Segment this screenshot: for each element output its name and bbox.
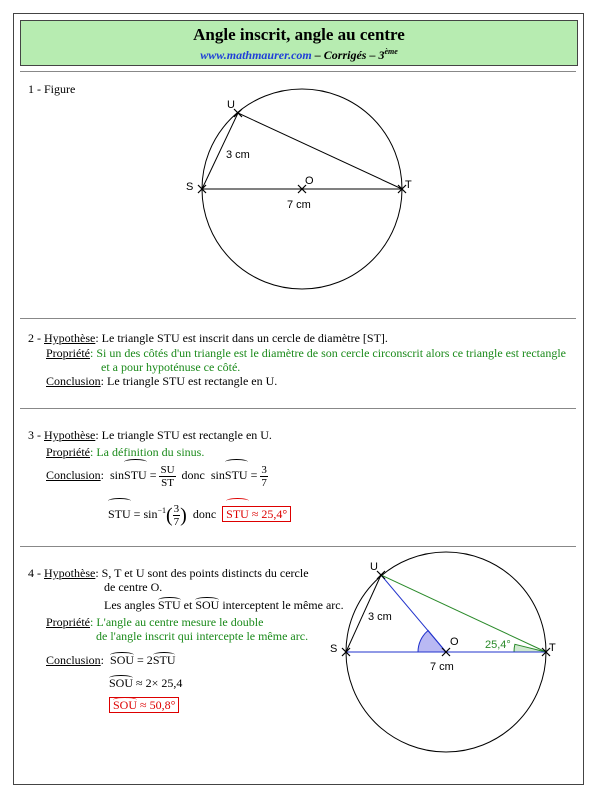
- section1-label: 1 - Figure: [28, 82, 76, 96]
- section4-conclusion: Conclusion: SOU = 2STU: [46, 653, 176, 667]
- property-label: Propriété: [46, 445, 90, 459]
- section2-property-line2: et a pour hypoténuse ce côté.: [101, 360, 241, 374]
- property-label: Propriété: [46, 346, 90, 360]
- angle-stu: STU: [124, 460, 147, 490]
- donc-text: donc: [192, 507, 217, 521]
- sin-label: sin: [210, 468, 225, 482]
- donc-text: donc: [181, 468, 205, 482]
- hypothesis-label: Hypothèse: [44, 566, 96, 580]
- asin-exp: −1: [157, 506, 166, 515]
- page-title: Angle inscrit, angle au centre: [193, 25, 405, 44]
- angle-sou: SOU: [109, 676, 134, 690]
- angle-sou: SOU: [110, 653, 135, 667]
- eq1-text: = 2: [137, 653, 153, 667]
- conclusion-label: Conclusion: [46, 468, 101, 482]
- angle-stu: STU: [152, 653, 176, 667]
- fig1-label-u: U: [227, 99, 235, 111]
- fig1-label-o: O: [305, 175, 314, 187]
- section4-property-line2: de l'angle inscrit qui intercepte le même arc.: [96, 629, 309, 643]
- frac-num: 3: [261, 463, 267, 476]
- property-label: Propriété: [46, 615, 90, 629]
- hypothesis-text: : S, T et U sont des points distincts du cercle: [95, 566, 309, 580]
- hypothesis-text: : Le triangle STU est rectangle en U.: [95, 428, 272, 442]
- property-text: : Si un des côtés d'un triangle est le diamètre de son cercle circonscrit alors ce triangle est rectangle: [90, 346, 566, 360]
- angle-stu: STU: [157, 598, 181, 612]
- hypothesis-label: Hypothèse: [44, 428, 96, 442]
- fig2-angle-label: 25,4°: [485, 639, 511, 651]
- section4-hyp-line2: de centre O.: [104, 580, 163, 594]
- result-value: ≈ 50,8°: [140, 698, 176, 712]
- frac-num: SU: [160, 463, 175, 476]
- level: 3: [378, 48, 385, 62]
- section4-number: 4 -: [28, 566, 41, 580]
- frac-den: ST: [161, 476, 174, 489]
- angle-sou: SOU: [195, 598, 220, 612]
- conclusion-label: Conclusion: [46, 374, 101, 388]
- hyp-text: Les angles: [104, 598, 155, 612]
- fig1-label-t: T: [405, 179, 412, 191]
- frac-den: 7: [261, 476, 267, 489]
- conclusion-text: : Le triangle STU est rectangle en U.: [100, 374, 278, 388]
- fig2-label-su: 3 cm: [368, 611, 392, 623]
- hypothesis-label: Hypothèse: [44, 331, 96, 345]
- eq2-text: ≈ 2× 25,4: [136, 676, 183, 690]
- sin-label: sin: [110, 468, 125, 482]
- fig1-label-s: S: [186, 181, 194, 193]
- angle-sou: SOU: [113, 698, 138, 712]
- site-link[interactable]: www.mathmaurer.com: [200, 48, 312, 62]
- section2-number: 2 -: [28, 331, 41, 345]
- level-sup: ème: [384, 47, 398, 56]
- fig2-label-st: 7 cm: [430, 661, 454, 673]
- subtitle-text: – Corrigés –: [314, 48, 376, 62]
- frac-num: 3: [173, 502, 180, 515]
- frac-den: 7: [173, 515, 180, 528]
- angle-stu: STU: [226, 499, 249, 529]
- et-text: et: [183, 598, 193, 612]
- angle-stu: STU: [225, 460, 248, 490]
- section3-number: 3 -: [28, 428, 41, 442]
- fig1-label-su: 3 cm: [226, 149, 250, 161]
- fig2-label-o: O: [450, 636, 459, 648]
- hypothesis-text: : Le triangle STU est inscrit dans un cercle de diamètre [ST].: [95, 331, 388, 345]
- hyp-text: interceptent le même arc.: [222, 598, 344, 612]
- conclusion-label: Conclusion: [46, 653, 101, 667]
- fig2-label-u: U: [370, 561, 378, 573]
- section3-result-line: STU = $\sin^{-1}$( $\frac{3}{7}$ ) donc STU ≈ 25,4°: [108, 496, 291, 530]
- result-value: ≈ 25,4°: [251, 507, 288, 521]
- fig1-label-st: 7 cm: [287, 199, 311, 211]
- fig2-label-t: T: [549, 642, 556, 654]
- property-text: : La définition du sinus.: [90, 445, 205, 459]
- asin-label: sin: [143, 507, 158, 521]
- fig2-label-s: S: [330, 643, 338, 655]
- angle-stu: STU: [108, 499, 131, 529]
- property-text: : L'angle au centre mesure le double: [90, 615, 264, 629]
- section3-conclusion: Conclusion: sinSTU = $\frac{SU}{ST}$ donc sinSTU = $\frac{3}{7}$: [46, 460, 268, 490]
